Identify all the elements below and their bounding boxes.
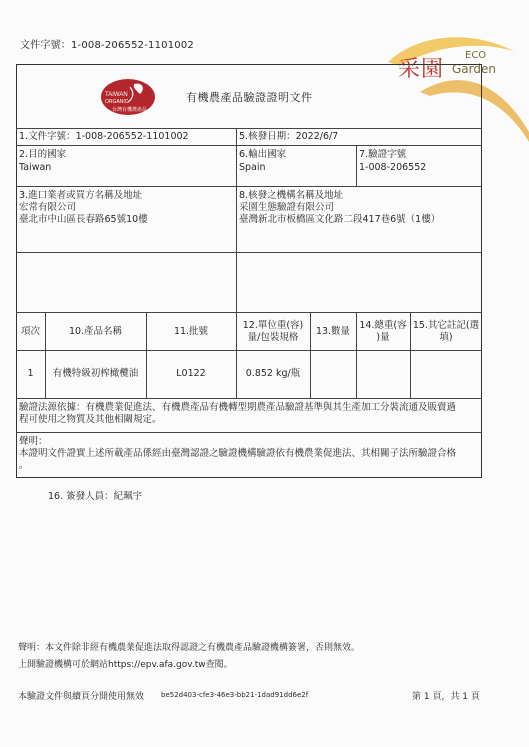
field-importer-address: 臺北市中山區長春路65號10樓 <box>19 214 148 225</box>
declaration-text: 本證明文件證實上述所載產品係經由臺灣認證之驗證機構驗證依有機農業促進法、其相關子法所驗證合格 。 <box>19 448 457 471</box>
signer: 16. 簽發人員：紀珮宇 <box>48 491 143 502</box>
logo-text-taiwan: TAIWAN <box>105 92 128 98</box>
field-export-label: 6.輸出國家 <box>239 149 287 160</box>
field-destination-label: 2.目的國家 <box>19 149 67 160</box>
field-importer-name: 宏常有限公司 <box>19 202 77 213</box>
field-issuer-label: 8.核發之機構名稱及地址 <box>239 190 344 201</box>
field-importer-label: 3.進口業者或買方名稱及地址 <box>19 190 143 201</box>
table-header-lot-number: 11.批號 <box>173 326 209 337</box>
field-certification-value: 1-008-206552 <box>359 162 427 173</box>
field-document-number: 1.文件字號：1-008-206552-1101002 <box>19 131 189 142</box>
table-header-unit-weight: 12.單位重(容) 量/包裝規格 <box>242 320 304 343</box>
table-cell-product-name: 有機特級初榨橄欖油 <box>52 368 139 379</box>
field-certification-label: 7.驗證字號 <box>359 149 407 160</box>
table-header-product-name: 10.產品名稱 <box>68 326 123 337</box>
table-cell-item: 1 <box>27 368 34 379</box>
table-header-total-weight: 14.總重(容 )量 <box>359 320 407 343</box>
field-issuer-address: 臺灣新北市板橋區文化路二段417巷6號（1樓） <box>239 214 441 225</box>
notice-line-1: 聲明：本文件除非經有機農業促進法取得認證之有機農產品驗證機構簽署，否則無效。 <box>18 643 361 653</box>
field-export-value: Spain <box>239 162 266 173</box>
footer-validity-note: 本驗證文件與續頁分開使用無效 <box>18 692 145 702</box>
table-cell-lot-number: L0122 <box>176 368 206 379</box>
taiwan-organic-logo <box>100 78 156 116</box>
brand-logo-garden: Garden <box>452 62 496 76</box>
document-title: 有機農產品驗證證明文件 <box>186 91 313 104</box>
notice-line-2: 上開驗證機構可於網站https://epv.afa.gov.tw查閱。 <box>18 660 233 670</box>
table-header-other-notes: 15.其它註記(選 填) <box>412 320 480 343</box>
logo-text-organic: ORGANIC <box>105 99 129 105</box>
footer-page-number: 第 1 頁，共 1 頁 <box>412 692 480 702</box>
field-issue-date: 5.核發日期：2022/6/7 <box>239 131 339 142</box>
declaration-label: 聲明： <box>19 436 48 447</box>
table-header-item: 項次 <box>20 326 40 337</box>
brand-logo-eco: ECO <box>465 50 487 61</box>
brand-logo-chinese: 采園 <box>398 57 445 82</box>
certification-basis: 驗證法源依據：有機農業促進法、有機農產品有機轉型期農產品驗證基準與其生產加工分裝流通及販賣過 程可使用之物質及其他相關規定。 <box>19 402 457 425</box>
top-document-number: 文件字號：1-008-206552-1101002 <box>20 40 194 51</box>
field-destination-value: Taiwan <box>19 162 52 173</box>
table-cell-unit-weight: 0.852 kg/瓶 <box>245 368 301 379</box>
table-header-quantity: 13.數量 <box>315 326 351 337</box>
logo-text-chinese: 台灣有機農產品 <box>112 107 148 113</box>
footer-uuid: be52d403-cfe3-46e3-bb21-1dad91dd6e2f <box>161 691 309 699</box>
field-issuer-name: 采園生態驗證有限公司 <box>239 202 335 213</box>
